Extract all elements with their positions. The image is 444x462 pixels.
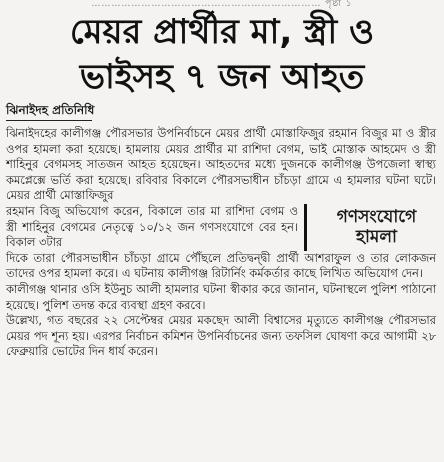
article-body — [6, 126, 436, 360]
byline: ঝিনাইদহ প্রতিনিধি — [6, 103, 95, 117]
paragraph-1-with-callout — [6, 204, 436, 251]
byline-underline — [6, 120, 92, 121]
paragraph-1-top: ঝিনাইদহের কালীগঞ্জ পৌরসভার উপনির্বাচনে মেয়র প্রার্থী মোস্তাফিজুর রহমান বিজুর মা ও স্ত্রীর ওপর হামলা করা হয়েছে। হামলায় মেয়র প্রার্থীর মা রাশিদা বেগম, ভাই মোস্তাক আহমেদ ও স্ত্রী শাহিনুর বেগমসহ সাতজন আহত হয়েছেন। আহতদের মধ্যে দুজনকে কালীগঞ্জ উপজেলা স্বাস্থ্য কমপ্লেক্সে ভর্তি করা হয়েছে। রবিবার বিকালে পৌরসভাধীন চাঁচড়া গ্রামে এ হামলার ঘটনা ঘটে। মেয়র প্রার্থী মোস্তাফিজুর — [6, 126, 436, 203]
headline-line-2: ভাইসহ ৭ জন আহত — [79, 57, 365, 97]
headline — [0, 10, 444, 100]
masthead-fragment: …………………………………………………………… পৃষ্ঠা ১ — [91, 0, 353, 9]
callout-line-1: গণসংযোগে — [336, 207, 417, 228]
paragraph-2: কালীগঞ্জ থানার ওসি ইউনুচ আলী হামলার ঘটনা স্বীকার করে জানান, ঘটনাস্থলে পুলিশ পাঠানো হয়েছে। পুলিশ তদন্ত করে ব্যবস্থা গ্রহণ করবে। — [6, 281, 436, 312]
paragraph-3: উল্লেখ্য, গত বছরের ২২ সেপ্টেম্বর মেয়র মকছেদ আলী বিশ্বাসের মৃত্যুতে কালীগঞ্জ পৌরসভার মেয়র পদ শূন্য হয়। এরপর নির্বাচন কমিশন উপনির্বাচনের জন্য তফসিল ঘোষণা করে আগামী ২৮ ফেব্রুয়ারি ভোটের দিন ধার্য করেন। — [6, 313, 436, 359]
paragraph-1-bottom: দিকে তারা পৌরসভাধীন চাঁচড়া গ্রামে পৌঁছলে প্রতিদ্বন্দ্বী প্রার্থী আশরাফুল ও তার লোকজন তাদের ওপর হামলা করে। এ ঘটনায় কালীগঞ্জ রিটার্নিং কর্মকর্তার কাছে লিখিত অভিযোগ দেন। — [6, 250, 436, 281]
paragraph-1-side: রহমান বিজু অভিযোগ করেন, বিকালে তার মা রাশিদা বেগম ও স্ত্রী শাহিনুর বেগমের নেতৃত্বে ১০/১২ জন গণসংযোগে বের হন। বিকাল ৩টার — [6, 203, 298, 250]
callout-line-2: হামলা — [356, 227, 397, 248]
headline-line-1: মেয়র প্রার্থীর মা, স্ত্রী ও — [69, 12, 375, 52]
pull-quote-callout — [304, 204, 436, 251]
